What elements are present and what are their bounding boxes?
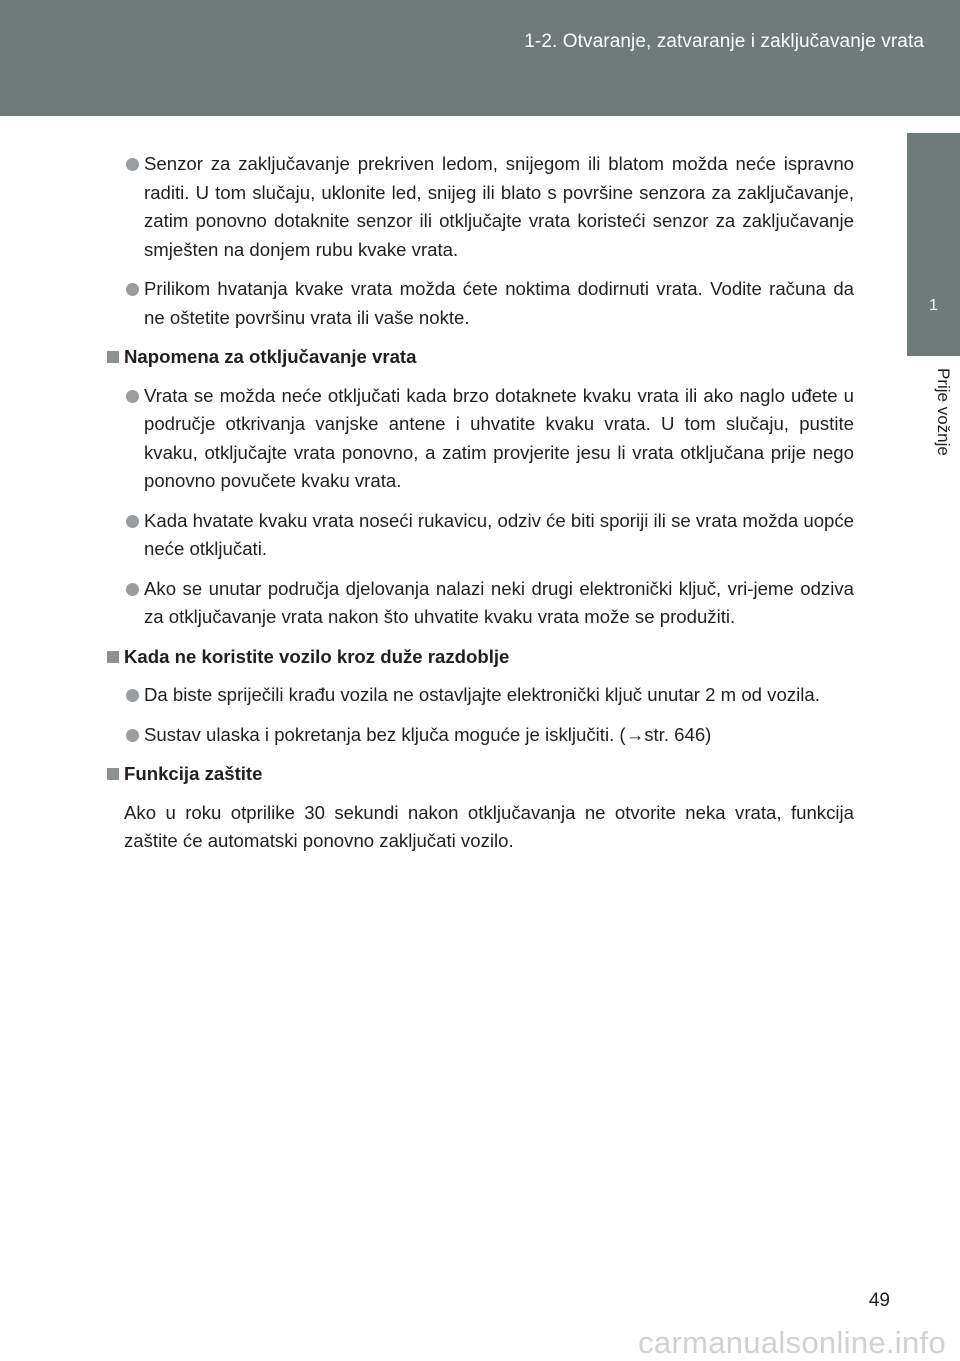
list-item: [104, 681, 854, 710]
bullet-dot-icon: [126, 390, 139, 403]
section-heading-text: Kada ne koristite vozilo kroz duže razdoblje: [124, 645, 510, 667]
section-heading: [104, 343, 854, 372]
bullet-dot-icon: [126, 689, 139, 702]
section-title: 1-2. Otvaranje, zatvaranje i zaključavanje vrata: [524, 31, 924, 52]
list-item-text: Ako se unutar područja djelovanja nalazi neki drugi elektronički ključ, vri-jeme odziva za otključavanje vrata nakon što uhvatite kvaku vrata može se produžiti.: [144, 577, 854, 627]
bullet-dot-icon: [126, 158, 139, 171]
list-item-text: Kada hvatate kvaku vrata noseći rukavicu, odziv će biti sporiji ili se vrata možda uopće neće otključati.: [144, 509, 855, 559]
chapter-number-tab: 1: [907, 256, 960, 356]
main-content: [104, 150, 854, 856]
bullet-dot-icon: [126, 729, 139, 742]
page-number: 49: [868, 1290, 890, 1311]
bullet-dot-icon: [126, 583, 139, 596]
square-bullet-icon: [107, 768, 119, 780]
list-item-text: Prilikom hvatanja kvake vrata možda ćete noktima dodirnuti vrata. Vodite računa da ne oštetite površinu vrata ili vaše nokte.: [144, 278, 854, 328]
list-item: [104, 575, 854, 632]
chapter-label: Prije vožnje: [934, 368, 953, 456]
list-item-text: Senzor za zaključavanje prekriven ledom, snijegom ili blatom možda neće ispravno raditi. U tom slučaju, uklonite led, snijeg ili blato s površine senzora za zaključavanje, zatim ponovno dotaknite senzor ili otključajte vrata koristeći senzor za zaključavanje smješten na donjem rubu kvake vrata.: [144, 153, 854, 260]
square-bullet-icon: [107, 651, 119, 663]
paragraph: Ako u roku otprilike 30 sekundi nakon otključavanja ne otvorite neka vrata, funkcija zaštite će automatski ponovno zaključati vozilo.: [124, 801, 854, 851]
bullet-dot-icon: [126, 515, 139, 528]
list-item: [104, 275, 854, 332]
section-heading-text: Funkcija zaštite: [124, 763, 263, 784]
section-heading-text: Napomena za otključavanje vrata: [124, 346, 417, 367]
list-item: [104, 150, 854, 264]
list-item: [104, 507, 854, 564]
header-band: [0, 0, 960, 116]
watermark: carmanualsonline.info: [638, 1325, 946, 1360]
section-heading: [104, 643, 854, 672]
section-heading: [104, 760, 854, 789]
bullet-dot-icon: [126, 283, 139, 296]
list-item: [104, 382, 854, 496]
square-bullet-icon: [107, 351, 119, 363]
list-item: [104, 721, 854, 750]
list-item-text: Da biste spriječili krađu vozila ne ostavljajte elektronički ključ unutar 2 m od vozila.: [144, 684, 820, 705]
list-item-text: Vrata se možda neće otključati kada brzo dotaknete kvaku vrata ili ako naglo uđete u područje otkrivanja vanjske antene i uhvatite kvaku vrata. U tom slučaju, pustite kvaku, otključajte vrata ponovno, a zatim provjerite jesu li vrata otključana prije nego ponovno povučete kvaku vrata.: [144, 384, 854, 491]
list-item-text: Sustav ulaska i pokretanja bez ključa moguće je isključiti. (→str. 646): [144, 723, 712, 745]
side-tab-upper: [907, 133, 960, 256]
